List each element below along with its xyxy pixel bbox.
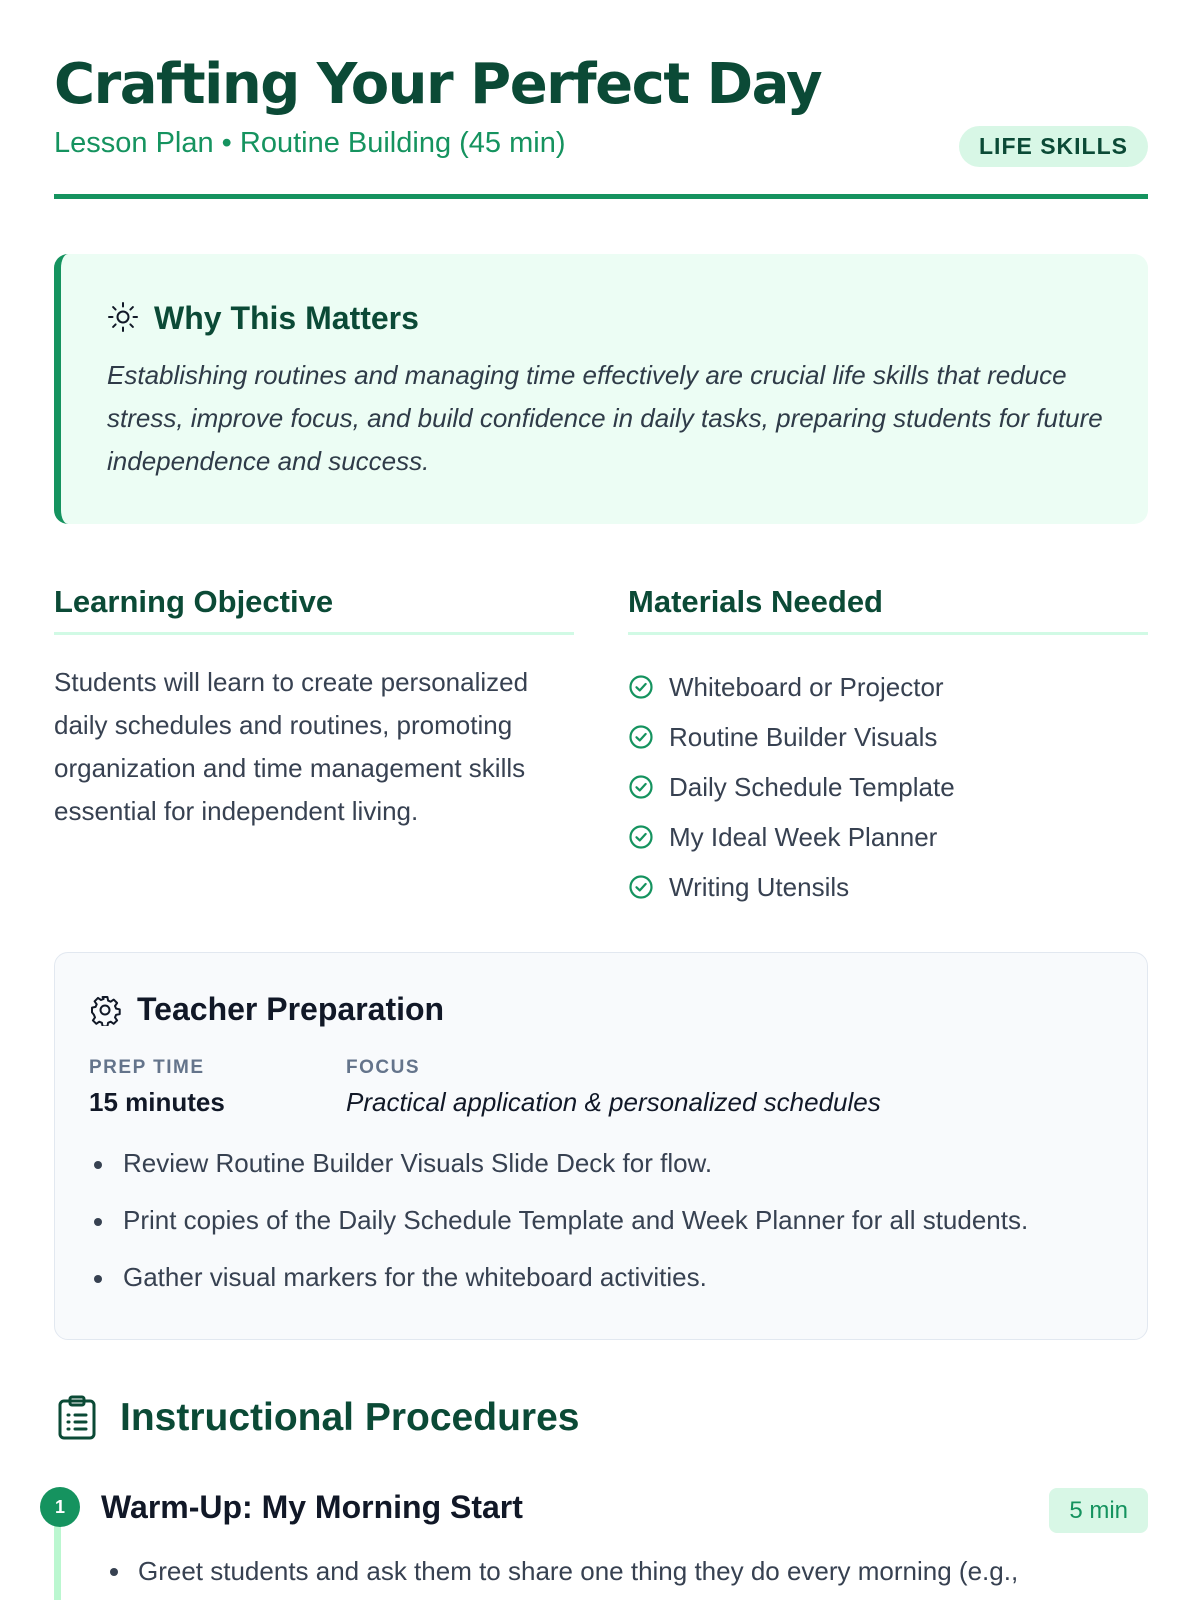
header-divider	[54, 194, 1148, 199]
material-label: Whiteboard or Projector	[669, 671, 944, 702]
list-item	[628, 762, 1148, 812]
page-title: Crafting Your Perfect Day	[54, 52, 822, 117]
page-subtitle: Lesson Plan • Routine Building (45 min)	[54, 127, 566, 159]
prep-title: Teacher Preparation	[137, 991, 445, 1027]
step-duration-badge: 5 min	[1049, 1488, 1148, 1533]
check-circle-icon	[628, 674, 654, 700]
objective-title: Learning Objective	[54, 584, 334, 619]
sun-icon	[107, 301, 139, 333]
check-circle-icon	[628, 774, 654, 800]
teacher-preparation-card	[54, 952, 1148, 1340]
material-label: Writing Utensils	[669, 871, 850, 902]
focus-label: FOCUS	[346, 1057, 420, 1078]
focus-value: Practical application & personalized schedules	[346, 1087, 881, 1117]
list-item: Gather visual markers for the whiteboard activities.	[89, 1249, 1129, 1306]
why-this-matters-card	[54, 254, 1148, 524]
list-item	[628, 812, 1148, 862]
gear-icon	[89, 994, 121, 1026]
materials-title: Materials Needed	[628, 584, 883, 619]
list-item	[628, 862, 1148, 912]
materials-list	[628, 662, 1148, 912]
list-item: Review Routine Builder Visuals Slide Deck for flow.	[89, 1135, 1129, 1192]
clipboard-icon	[56, 1395, 98, 1441]
check-circle-icon	[628, 874, 654, 900]
step-title: Warm-Up: My Morning Start	[101, 1489, 523, 1525]
prep-time-label: PREP TIME	[89, 1057, 205, 1078]
list-item: Print copies of the Daily Schedule Template and Week Planner for all students.	[89, 1192, 1129, 1249]
category-badge: LIFE SKILLS	[959, 126, 1148, 167]
material-label: Daily Schedule Template	[669, 771, 955, 802]
prep-task-list	[89, 1135, 1129, 1306]
step-bullet-list	[104, 1550, 1148, 1593]
list-item: Greet students and ask them to share one thing they do every morning (e.g.,	[104, 1550, 1148, 1593]
list-item	[628, 712, 1148, 762]
materials-section	[628, 584, 1148, 912]
why-title: Why This Matters	[154, 300, 419, 336]
why-text: Establishing routines and managing time effectively are crucial life skills that reduce stress, improve focus, and build confidence in daily tasks, preparing students for future independence and success.	[107, 360, 1103, 476]
objective-text: Students will learn to create personalized daily schedules and routines, promoting organization and time management skills essential for independent living.	[54, 667, 529, 826]
objective-divider	[54, 632, 574, 635]
check-circle-icon	[628, 724, 654, 750]
material-label: My Ideal Week Planner	[669, 821, 938, 852]
learning-objective-section	[54, 584, 574, 833]
procedures-title: Instructional Procedures	[120, 1396, 580, 1439]
lesson-plan-page	[54, 0, 1148, 1600]
materials-divider	[628, 632, 1148, 635]
check-circle-icon	[628, 824, 654, 850]
material-label: Routine Builder Visuals	[669, 721, 938, 752]
prep-time-value: 15 minutes	[89, 1087, 225, 1117]
list-item	[628, 662, 1148, 712]
step-number: 1	[40, 1487, 80, 1527]
